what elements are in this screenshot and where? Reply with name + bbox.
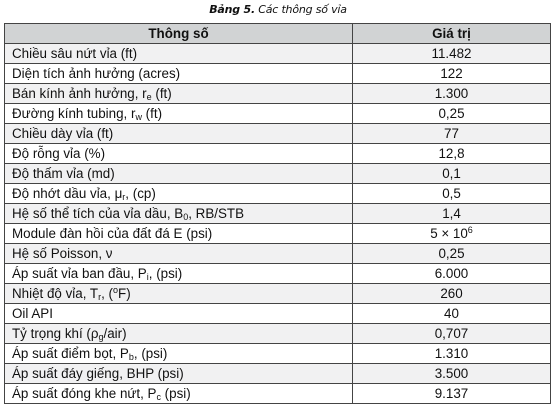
caption-text: Các thông số vỉa	[254, 3, 347, 16]
table-row	[5, 44, 551, 64]
table-row	[5, 284, 551, 304]
table-row	[5, 244, 551, 264]
parameter-cell: Hệ số Poisson, ν	[5, 244, 353, 264]
value-cell: 122	[353, 64, 551, 84]
table-row	[5, 144, 551, 164]
parameter-cell: Đường kính tubing, $r_w$ (ft)	[5, 104, 353, 124]
table-row	[5, 224, 551, 244]
parameter-cell: Diện tích ảnh hưởng (acres)	[5, 64, 353, 84]
value-cell: 0,25	[353, 104, 551, 124]
parameter-cell: Áp suất đáy giếng, BHP (psi)	[5, 364, 353, 384]
parameter-cell: Nhiệt độ vỉa, $T_r$, ($^o$F)	[5, 284, 353, 304]
table-row	[5, 204, 551, 224]
table-caption	[0, 2, 556, 17]
value-cell: 260	[353, 284, 551, 304]
parameter-cell: Module đàn hồi của đất đá E (psi)	[5, 224, 353, 244]
header-value: Giá trị	[353, 24, 551, 44]
value-cell: 0,25	[353, 244, 551, 264]
table-row	[5, 264, 551, 284]
parameter-subscript: b	[128, 351, 134, 362]
table-row	[5, 64, 551, 84]
parameter-cell: Chiều sâu nứt vỉa (ft)	[5, 44, 353, 64]
table-row	[5, 344, 551, 364]
parameter-subscript: c	[156, 391, 161, 402]
parameter-subscript: e	[146, 91, 152, 102]
parameter-subscript: g	[98, 331, 104, 342]
parameter-subscript: r	[122, 191, 126, 202]
parameter-cell: Tỷ trọng khí $(\rho_g/air)$	[5, 324, 353, 344]
parameter-cell: Áp suất đóng khe nứt, $P_c$ (psi)	[5, 384, 353, 404]
parameter-cell: Độ rỗng vỉa (%)	[5, 144, 353, 164]
value-cell: 9.137	[353, 384, 551, 404]
table-row	[5, 104, 551, 124]
table-row	[5, 304, 551, 324]
table-body	[5, 44, 551, 404]
parameter-cell: Độ thấm vỉa (md)	[5, 164, 353, 184]
value-cell: 1,4	[353, 204, 551, 224]
parameter-subscript: 0	[183, 211, 189, 222]
header-row	[5, 24, 551, 44]
table-row	[5, 124, 551, 144]
table-row	[5, 184, 551, 204]
parameter-subscript: w	[135, 111, 142, 122]
value-cell: 0,1	[353, 164, 551, 184]
table-row	[5, 384, 551, 404]
header-parameter: Thông số	[5, 24, 353, 44]
table-header	[5, 24, 551, 44]
reservoir-parameters-table	[4, 23, 551, 404]
caption-label: Bảng 5.	[209, 3, 255, 16]
value-cell: 0,5	[353, 184, 551, 204]
parameter-cell: Áp suất vỉa ban đầu, $P_i$, (psi)	[5, 264, 353, 284]
value-cell: 40	[353, 304, 551, 324]
table-row	[5, 164, 551, 184]
parameter-cell: Chiều dày vỉa (ft)	[5, 124, 353, 144]
table-row	[5, 84, 551, 104]
parameter-cell: Oil API	[5, 304, 353, 324]
table-row	[5, 364, 551, 384]
value-cell: 11.482	[353, 44, 551, 64]
value-superscript: 6	[467, 224, 473, 235]
parameter-superscript: o	[113, 284, 119, 295]
value-cell: 3.500	[353, 364, 551, 384]
parameter-cell: Áp suất điểm bọt, $P_b$, (psi)	[5, 344, 353, 364]
parameter-cell: Bán kính ảnh hưởng, $r_e$ (ft)	[5, 84, 353, 104]
value-cell: 12,8	[353, 144, 551, 164]
value-cell: 77	[353, 124, 551, 144]
value-cell: 1.310	[353, 344, 551, 364]
value-cell: 1.300	[353, 84, 551, 104]
parameter-subscript: i	[146, 271, 149, 282]
parameter-subscript: r	[98, 291, 102, 302]
table-row	[5, 324, 551, 344]
parameter-cell: Độ nhớt dầu vỉa, $\mu_r$, (cp)	[5, 184, 353, 204]
value-cell: 6.000	[353, 264, 551, 284]
value-cell: 0,707	[353, 324, 551, 344]
parameter-cell: Hệ số thể tích của vỉa dầu, $B_0$, RB/STB	[5, 204, 353, 224]
value-cell: $5 \times 10^6$	[353, 224, 551, 244]
